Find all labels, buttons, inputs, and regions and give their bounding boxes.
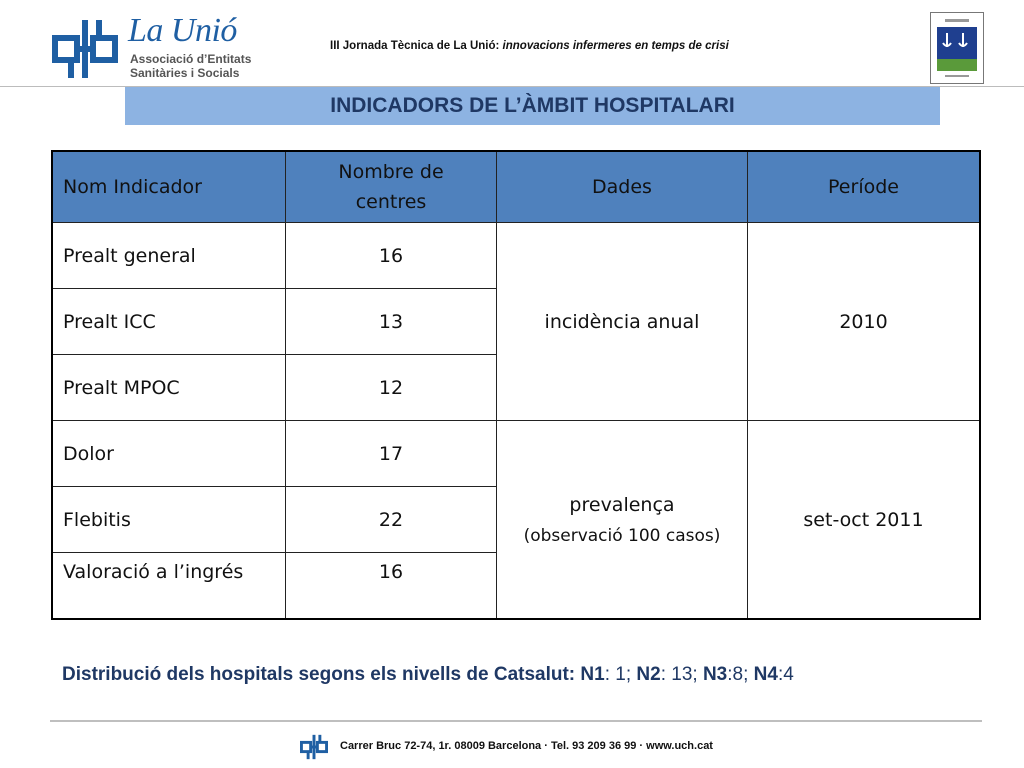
- period-cell: 2010: [748, 223, 981, 421]
- column-header-period: Període: [748, 151, 981, 223]
- column-header-centres-line2: centres: [355, 191, 427, 213]
- table-row: [52, 421, 980, 487]
- column-header-centres-line1: Nombre de: [338, 161, 444, 183]
- org-subtitle-line2: Sanitàries i Socials: [130, 66, 240, 80]
- level-n3-value: :8;: [727, 664, 754, 685]
- data-type-cell: incidència anual: [497, 223, 748, 421]
- data-type-line1: prevalença: [569, 493, 675, 516]
- dnv-certification-icon: [931, 13, 983, 83]
- level-n2-label: N2: [636, 664, 661, 685]
- indicator-name: Prealt MPOC: [52, 355, 286, 421]
- period-cell: set-oct 2011: [748, 421, 981, 620]
- footer-divider: [50, 720, 982, 722]
- data-type-line2: (observació 100 casos): [523, 525, 721, 546]
- indicator-name: Valoració a l’ingrés: [52, 553, 286, 620]
- indicator-name: Flebitis: [52, 487, 286, 553]
- level-n1-value: : 1;: [604, 664, 637, 685]
- data-type-cell: [497, 421, 748, 620]
- level-n4-value: :4: [777, 664, 794, 685]
- org-name: La Unió: [128, 12, 237, 49]
- indicator-name: Prealt general: [52, 223, 286, 289]
- event-caption-italic: innovacions infermeres en temps de crisi: [502, 40, 729, 52]
- level-n2: [636, 664, 703, 685]
- level-n4: [754, 664, 794, 685]
- table-row: [52, 223, 980, 289]
- centres-count: 17: [286, 421, 497, 487]
- table-header-row: [52, 151, 980, 223]
- level-n3-label: N3: [702, 664, 728, 685]
- level-n4-label: N4: [753, 664, 778, 685]
- level-n2-value: : 13;: [660, 664, 703, 685]
- la-unio-footer-icon: [300, 734, 328, 760]
- level-n1-label: N1: [580, 664, 605, 685]
- event-caption: [330, 40, 729, 52]
- indicators-table: [51, 150, 981, 620]
- event-caption-plain: III Jornada Tècnica de La Unió:: [330, 40, 503, 52]
- la-unio-logo-mark: [52, 18, 118, 80]
- page-title: INDICADORS DE L’ÀMBIT HOSPITALARI: [125, 87, 940, 125]
- column-header-centres: [286, 151, 497, 223]
- indicator-name: Prealt ICC: [52, 289, 286, 355]
- la-unio-logo: [52, 14, 252, 82]
- centres-count: 16: [286, 553, 497, 620]
- centres-count: 13: [286, 289, 497, 355]
- level-n1: [580, 664, 636, 685]
- certification-badge: [930, 12, 984, 84]
- footnote-lead: Distribució dels hospitals segons els nivells de Catsalut:: [62, 664, 581, 685]
- centres-count: 12: [286, 355, 497, 421]
- hospital-level-distribution: [62, 664, 794, 686]
- level-n3: [703, 664, 754, 685]
- centres-count: 22: [286, 487, 497, 553]
- indicator-name: Dolor: [52, 421, 286, 487]
- footer-address: Carrer Bruc 72-74, 1r. 08009 Barcelona · Tel. 93 209 36 99 · www.uch.cat: [340, 740, 713, 752]
- column-header-data: Dades: [497, 151, 748, 223]
- column-header-name: Nom Indicador: [52, 151, 286, 223]
- org-subtitle-line1: Associació d’Entitats: [130, 52, 252, 66]
- centres-count: 16: [286, 223, 497, 289]
